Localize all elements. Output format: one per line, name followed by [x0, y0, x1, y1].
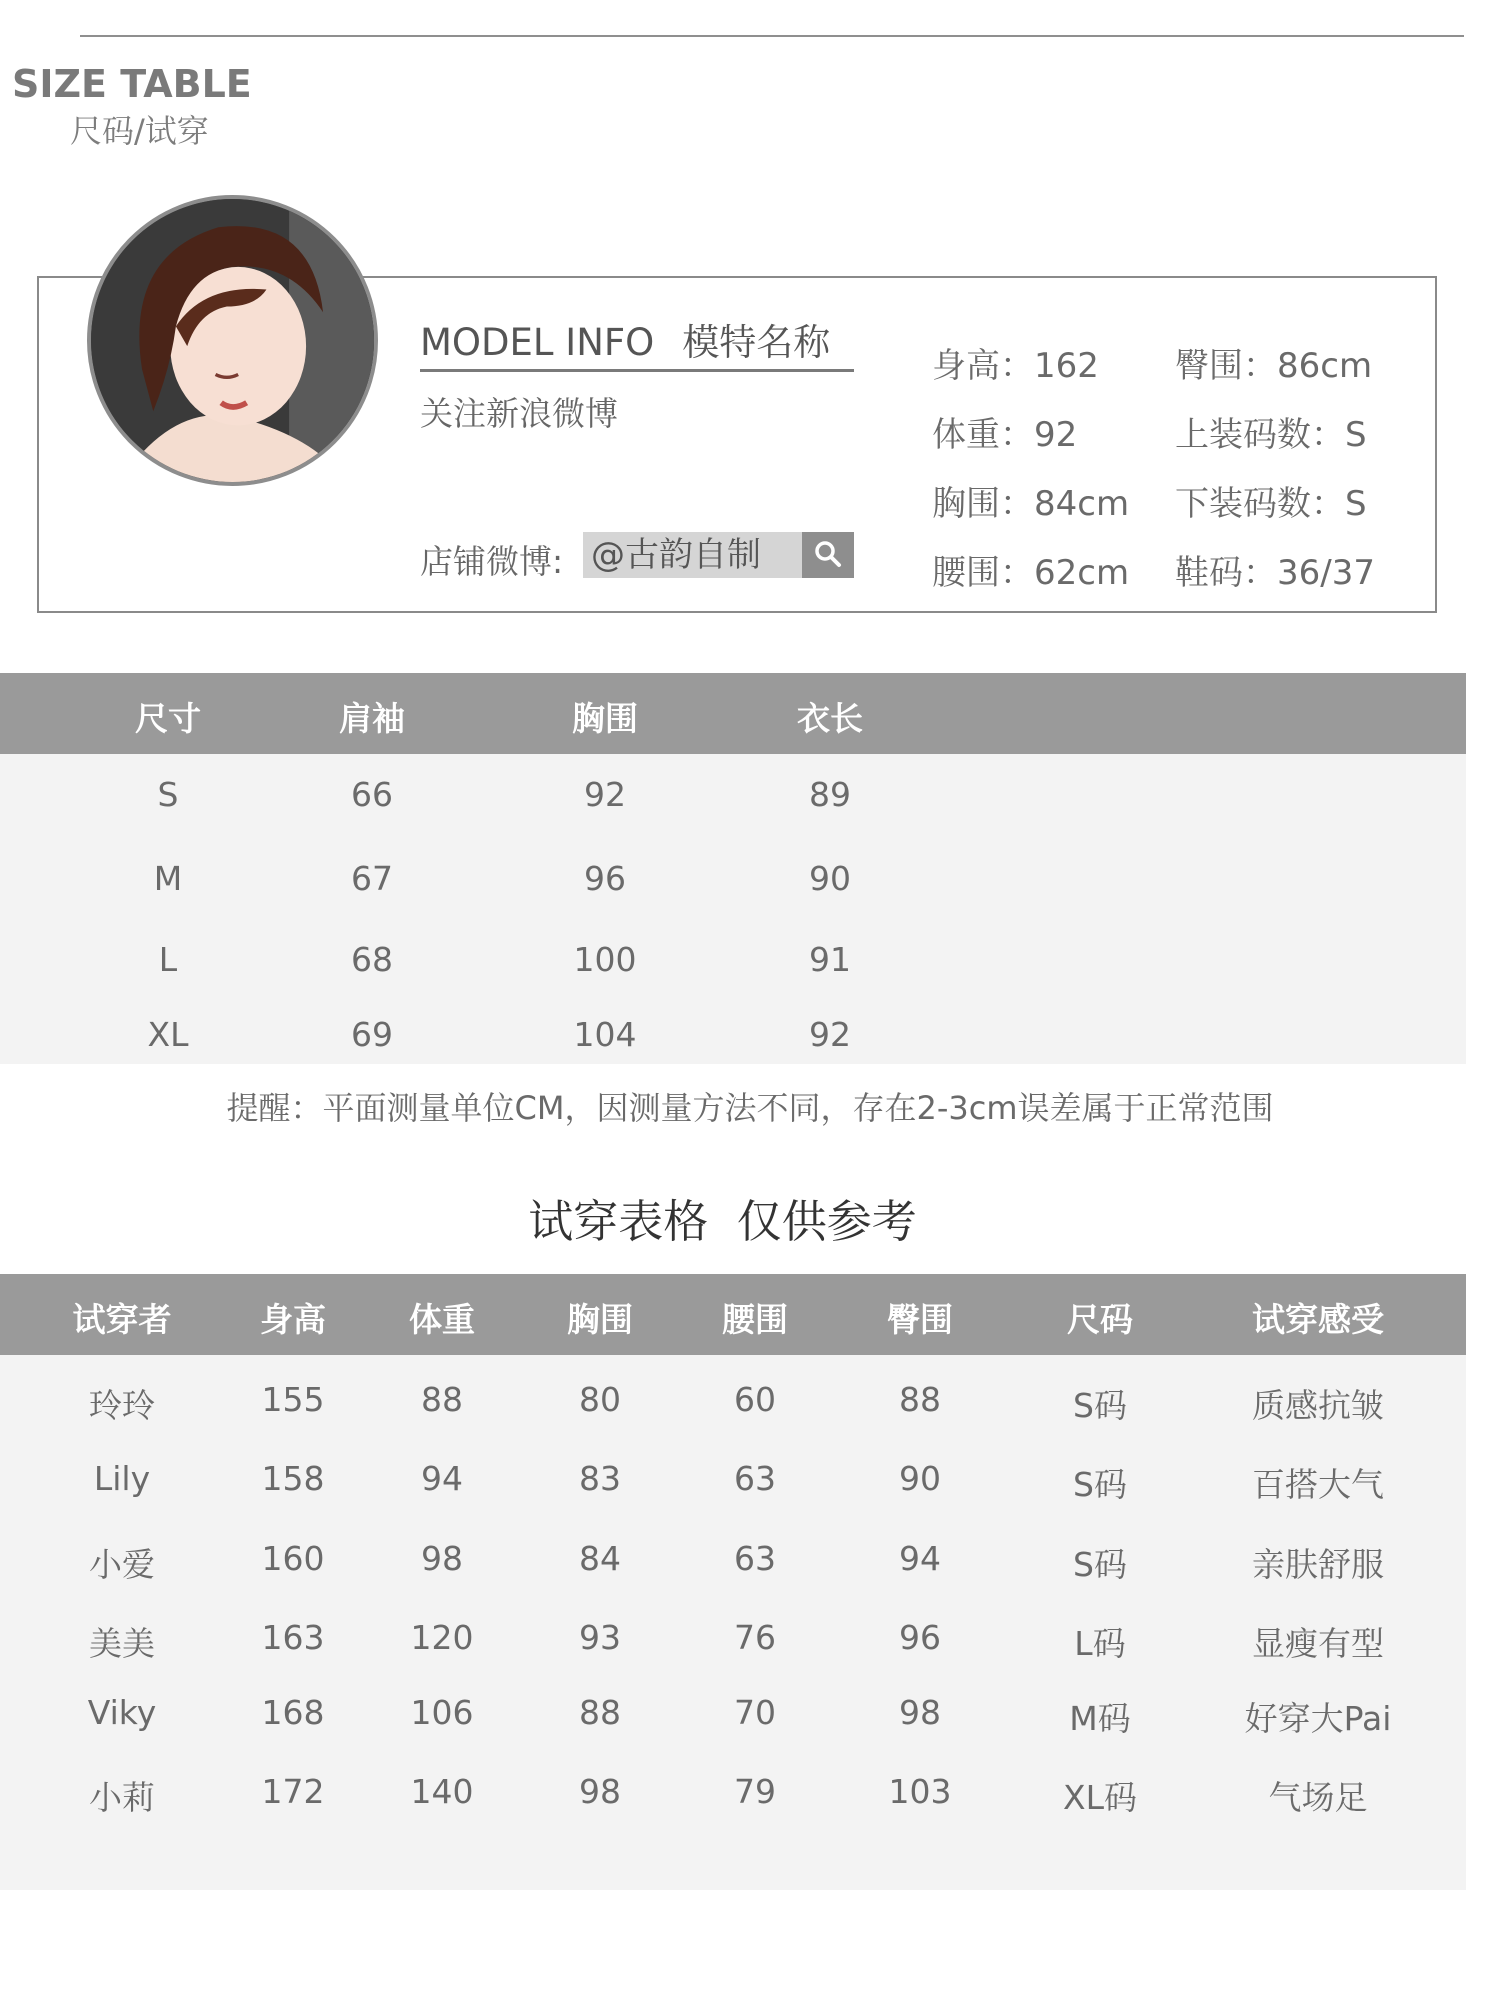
trial-table-cell: 显瘦有型 — [1252, 1624, 1384, 1663]
trial-table-cell: 93 — [579, 1618, 621, 1657]
trial-table-cell: 小莉 — [89, 1778, 155, 1817]
trial-table-cell: 140 — [410, 1772, 474, 1811]
size-table-cell: L — [158, 940, 178, 979]
trial-table-cell: 玲玲 — [89, 1386, 155, 1425]
size-table-cell: 92 — [584, 775, 626, 814]
model-title-underline — [420, 369, 854, 372]
follow-weibo-text: 关注新浪微博 — [420, 394, 618, 433]
trial-table-cell: 94 — [899, 1539, 941, 1578]
top-divider — [80, 35, 1464, 37]
trial-table-cell: 小爱 — [89, 1545, 155, 1584]
size-table-cell: 69 — [351, 1015, 393, 1054]
size-table-column-header: 衣长 — [797, 699, 863, 738]
stat-bottom-size: 下装码数：S — [1175, 484, 1367, 524]
model-info-title-en: MODEL INFO — [420, 321, 655, 364]
trial-table-column-header: 试穿感受 — [1252, 1300, 1384, 1339]
model-avatar — [87, 195, 378, 486]
trial-table-cell: 103 — [888, 1772, 952, 1811]
section-title-en: SIZE TABLE — [12, 62, 252, 106]
trial-table-cell: Viky — [87, 1693, 157, 1732]
store-weibo-handle[interactable]: @古韵自制 — [583, 532, 802, 578]
search-icon[interactable] — [802, 532, 854, 578]
size-table-cell: 96 — [584, 859, 626, 898]
trial-table-cell: 79 — [734, 1772, 776, 1811]
stat-waist: 腰围：62cm — [932, 553, 1130, 593]
trial-table-cell: 172 — [261, 1772, 325, 1811]
trial-table-column-header: 体重 — [409, 1300, 475, 1339]
size-table-cell: 104 — [573, 1015, 637, 1054]
trial-table-cell: 80 — [579, 1380, 621, 1419]
size-table-cell: 68 — [351, 940, 393, 979]
trial-table-column-header: 腰围 — [722, 1300, 788, 1339]
model-info-title — [420, 312, 830, 366]
size-table-cell: 91 — [809, 940, 851, 979]
trial-table-column-header: 尺码 — [1067, 1300, 1133, 1339]
trial-table-cell: 163 — [261, 1618, 325, 1657]
trial-table-column-header: 臀围 — [887, 1300, 953, 1339]
trial-table-cell: 63 — [734, 1539, 776, 1578]
trial-table-cell: 160 — [261, 1539, 325, 1578]
trial-table-cell: 120 — [410, 1618, 474, 1657]
stat-top-size: 上装码数：S — [1175, 415, 1367, 455]
trial-table-cell: S码 — [1073, 1545, 1127, 1584]
trial-table-cell: 好穿大Pai — [1244, 1699, 1392, 1738]
trial-table-cell: 155 — [261, 1380, 325, 1419]
stat-weight: 体重：92 — [932, 415, 1078, 455]
size-table-column-header: 尺寸 — [135, 699, 201, 738]
trial-table-cell: S码 — [1073, 1386, 1127, 1425]
trial-table-cell: 70 — [734, 1693, 776, 1732]
trial-table-cell: 98 — [579, 1772, 621, 1811]
trial-table-cell: M码 — [1069, 1699, 1131, 1738]
size-table-cell: S — [157, 775, 179, 814]
size-table-cell: 89 — [809, 775, 851, 814]
trial-table-cell: 亲肤舒服 — [1252, 1545, 1384, 1584]
trial-table-cell: 88 — [579, 1693, 621, 1732]
trial-table-cell: 96 — [899, 1618, 941, 1657]
stat-shoe-size: 鞋码：36/37 — [1175, 553, 1375, 593]
size-table-cell: 90 — [809, 859, 851, 898]
trial-table-cell: 98 — [421, 1539, 463, 1578]
trial-table-cell: 76 — [734, 1618, 776, 1657]
size-table-column-header: 胸围 — [572, 699, 638, 738]
stat-height: 身高：162 — [932, 346, 1099, 386]
trial-table-cell: L码 — [1074, 1624, 1126, 1663]
trial-table-cell: 气场足 — [1268, 1778, 1368, 1817]
trial-table-cell: 94 — [421, 1459, 463, 1498]
size-table-body — [0, 754, 1466, 1064]
trial-table-cell: 168 — [261, 1693, 325, 1732]
size-table-column-header: 肩袖 — [339, 699, 405, 738]
stat-hip: 臀围：86cm — [1175, 346, 1373, 386]
size-table-cell: M — [153, 859, 183, 898]
trial-table-cell: 88 — [421, 1380, 463, 1419]
trial-table-cell: Lily — [93, 1459, 151, 1498]
trial-table-cell: 美美 — [89, 1624, 155, 1663]
size-table-cell: 67 — [351, 859, 393, 898]
trial-table-title: 试穿表格 仅供参考 — [528, 1195, 917, 1248]
trial-table-cell: 84 — [579, 1539, 621, 1578]
size-table-cell: XL — [147, 1015, 189, 1054]
trial-table-cell: 百搭大气 — [1252, 1465, 1384, 1504]
trial-table-cell: 63 — [734, 1459, 776, 1498]
trial-table-body — [0, 1355, 1466, 1890]
trial-table-cell: 60 — [734, 1380, 776, 1419]
store-weibo-label: 店铺微博: — [420, 542, 564, 581]
trial-table-cell: 88 — [899, 1380, 941, 1419]
trial-table-column-header: 身高 — [260, 1300, 326, 1339]
trial-table-column-header: 试穿者 — [72, 1300, 172, 1339]
size-table-cell: 92 — [809, 1015, 851, 1054]
trial-table-cell: 83 — [579, 1459, 621, 1498]
model-name: 模特名称 — [682, 321, 831, 364]
trial-table-cell: 158 — [261, 1459, 325, 1498]
trial-table-cell: 98 — [899, 1693, 941, 1732]
trial-table-cell: 106 — [410, 1693, 474, 1732]
trial-table-column-header: 胸围 — [567, 1300, 633, 1339]
trial-table-cell: S码 — [1073, 1465, 1127, 1504]
stat-bust: 胸围：84cm — [932, 484, 1130, 524]
size-table-header — [0, 673, 1466, 754]
measurement-reminder: 提醒：平面测量单位CM，因测量方法不同，存在2-3cm误差属于正常范围 — [226, 1089, 1274, 1127]
trial-table-cell: XL码 — [1063, 1778, 1137, 1817]
trial-table-cell: 质感抗皱 — [1252, 1386, 1384, 1425]
section-title-cn: 尺码/试穿 — [70, 112, 209, 150]
trial-table-cell: 90 — [899, 1459, 941, 1498]
size-table-cell: 100 — [573, 940, 637, 979]
size-table-cell: 66 — [351, 775, 393, 814]
